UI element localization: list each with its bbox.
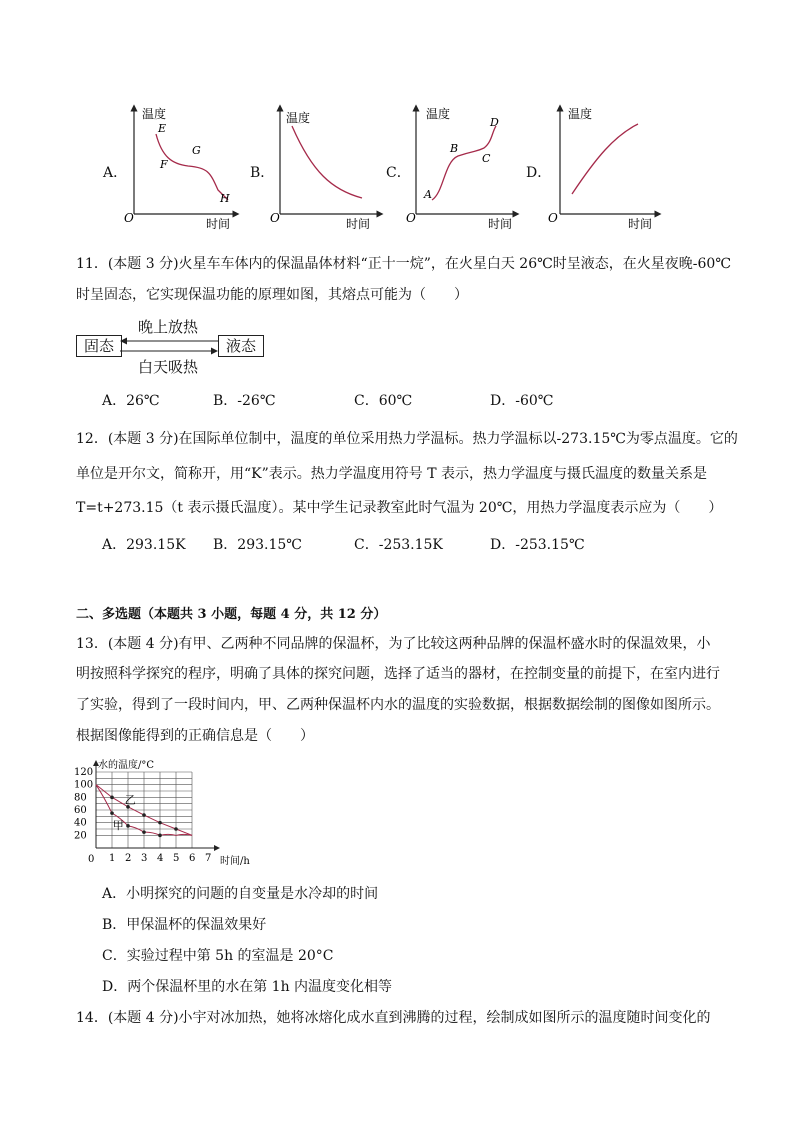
q11-arrows bbox=[120, 334, 218, 358]
x-tick-label: 6 bbox=[189, 853, 196, 864]
y-tick-label: 80 bbox=[74, 792, 87, 804]
q13-option-d[interactable]: D．两个保温杯里的水在第 1h 内温度变化相等 bbox=[102, 979, 393, 995]
data-point bbox=[110, 796, 114, 800]
x-axis-arrow bbox=[214, 845, 220, 851]
svg-text:温度: 温度 bbox=[426, 107, 451, 121]
x-tick-label: 4 bbox=[157, 853, 164, 864]
q10-option-a-label[interactable]: A． bbox=[103, 165, 128, 181]
q12-stem-line3: T=t+273.15（t 表示摄氏温度）。某中学生记录教室此时气温为 20℃，用热力学温度表示应为（ ） bbox=[76, 500, 723, 516]
x-tick-label: 7 bbox=[205, 853, 212, 864]
svg-text:温度: 温度 bbox=[286, 111, 311, 125]
q10a-xlabel: 时间 bbox=[206, 217, 231, 231]
q11-option-b[interactable]: B．-26℃ bbox=[213, 393, 276, 409]
svg-text:G: G bbox=[192, 144, 201, 157]
chart-origin: 0 bbox=[88, 854, 95, 865]
svg-text:时间: 时间 bbox=[628, 217, 653, 231]
y-tick-label: 40 bbox=[74, 817, 87, 829]
q10-graph-b bbox=[268, 102, 388, 232]
q10-option-d-label[interactable]: D． bbox=[526, 165, 552, 181]
q12-stem-line1: 12．(本题 3 分)在国际单位制中，温度的单位采用热力学温标。热力学温标以-273.15℃为零点温度。它的 bbox=[76, 431, 738, 447]
data-point bbox=[158, 834, 162, 838]
svg-text:F: F bbox=[160, 158, 168, 171]
svg-text:O: O bbox=[270, 211, 280, 225]
svg-text:A: A bbox=[424, 188, 432, 201]
q12-option-c[interactable]: C．-253.15K bbox=[354, 537, 443, 553]
svg-text:H: H bbox=[220, 192, 230, 205]
q10-graph-c bbox=[404, 102, 524, 232]
q10-graph-a bbox=[122, 102, 242, 232]
svg-text:E: E bbox=[158, 122, 167, 135]
series-label-甲: 甲 bbox=[112, 819, 124, 832]
svg-text:时间: 时间 bbox=[346, 217, 371, 231]
q13-stem-line3: 了实验，得到了一段时间内，甲、乙两种保温杯内水的温度的实验数据，根据数据绘制的图像如图所示。 bbox=[76, 697, 720, 713]
y-tick-label: 100 bbox=[74, 779, 94, 791]
y-tick-label: 120 bbox=[74, 767, 94, 778]
q11-diagram bbox=[76, 316, 266, 374]
y-tick-label: 20 bbox=[74, 830, 87, 842]
q12-option-a[interactable]: A．293.15K bbox=[102, 537, 186, 553]
data-point bbox=[158, 821, 162, 825]
svg-text:O: O bbox=[548, 211, 558, 225]
q10-graph-d bbox=[544, 102, 664, 232]
q11-night-label: 晚上放热 bbox=[138, 318, 199, 336]
q12-stem-line2: 单位是开尔文，简称开，用“K”表示。热力学温度用符号 T 表示，热力学温度与摄氏温度的数量关系是 bbox=[76, 466, 708, 482]
q11-day-label: 白天吸热 bbox=[138, 358, 199, 376]
x-tick-label: 3 bbox=[141, 853, 148, 864]
svg-text:O: O bbox=[124, 211, 134, 225]
section2-title: 二、多选题（本题共 3 小题，每题 4 分，共 12 分） bbox=[76, 607, 387, 622]
q11-liquid-box: 液态 bbox=[218, 335, 264, 357]
q10a-ylabel: 温度 bbox=[142, 107, 167, 121]
chart-xlabel: 时间/h bbox=[220, 856, 250, 867]
q11-stem-line1: 11．(本题 3 分)火星车车体内的保温晶体材料“正十一烷”，在火星白天 26℃时呈液态，在火星夜晚-60℃ bbox=[76, 256, 731, 272]
q10-option-c-label[interactable]: C． bbox=[386, 165, 411, 181]
q13-stem-line2: 明按照科学探究的程序，明确了具体的探究问题，选择了适当的器材，在控制变量的前提下，在室内进行 bbox=[76, 666, 720, 682]
y-tick-label: 60 bbox=[74, 805, 87, 816]
data-point bbox=[142, 813, 146, 817]
q13-stem-line4: 根据图像能得到的正确信息是（ ） bbox=[76, 728, 314, 744]
q11-option-a[interactable]: A．26℃ bbox=[102, 393, 160, 409]
svg-text:温度: 温度 bbox=[568, 107, 593, 121]
series-label-乙: 乙 bbox=[124, 793, 136, 807]
q13-option-c[interactable]: C．实验过程中第 5h 的室温是 20°C bbox=[102, 948, 334, 964]
q10-option-b-label[interactable]: B． bbox=[250, 165, 275, 181]
chart-ylabel: 水的温度/°C bbox=[98, 760, 155, 771]
q12-option-d[interactable]: D．-253.15℃ bbox=[490, 537, 585, 553]
q12-option-b[interactable]: B．293.15℃ bbox=[213, 537, 302, 553]
data-point bbox=[174, 827, 178, 831]
q13-temperature-chart bbox=[70, 756, 270, 868]
x-tick-label: 2 bbox=[125, 853, 132, 864]
data-point bbox=[126, 824, 130, 828]
svg-text:D: D bbox=[490, 116, 499, 129]
q14-stem-line1: 14．(本题 4 分)小宇对冰加热，她将冰熔化成水直到沸腾的过程，绘制成如图所示的温度随时间变化的 bbox=[76, 1010, 711, 1026]
data-point bbox=[110, 811, 114, 815]
x-tick-label: 5 bbox=[173, 853, 180, 864]
q11-option-d[interactable]: D．-60℃ bbox=[490, 393, 554, 409]
q13-option-b[interactable]: B．甲保温杯的保温效果好 bbox=[102, 917, 267, 933]
q13-option-a[interactable]: A．小明探究的问题的自变量是水冷却的时间 bbox=[102, 886, 379, 902]
svg-text:O: O bbox=[406, 211, 416, 225]
svg-text:C: C bbox=[482, 152, 491, 165]
q13-stem-line1: 13．(本题 4 分)有甲、乙两种不同品牌的保温杯，为了比较这两种品牌的保温杯盛水时的保温效果，小 bbox=[76, 636, 711, 652]
q11-solid-box: 固态 bbox=[76, 335, 122, 357]
q11-option-c[interactable]: C．60℃ bbox=[354, 393, 413, 409]
q11-stem-line2: 时呈固态，它实现保温功能的原理如图，其熔点可能为（ ） bbox=[76, 287, 468, 303]
svg-text:时间: 时间 bbox=[488, 217, 513, 231]
x-tick-label: 1 bbox=[109, 853, 116, 864]
svg-text:B: B bbox=[450, 142, 459, 155]
data-point bbox=[142, 830, 146, 834]
